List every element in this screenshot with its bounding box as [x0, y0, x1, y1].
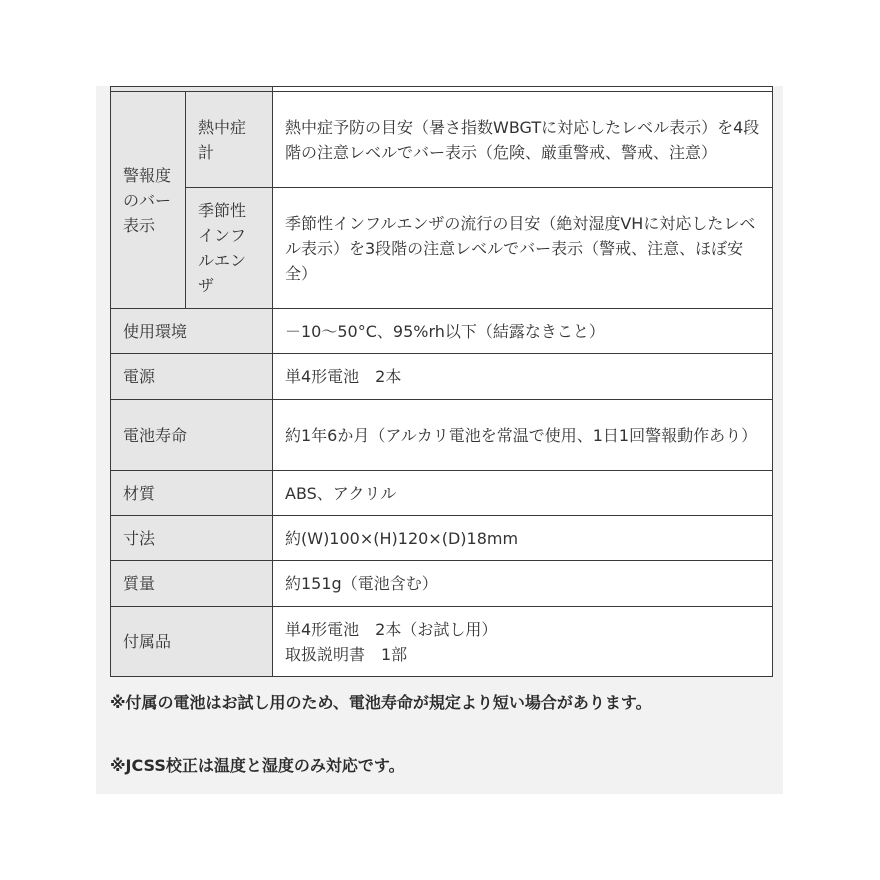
note-battery: ※付属の電池はお試し用のため、電池寿命が規定より短い場合があります。	[110, 693, 652, 712]
row-subheader-heatstroke: 熱中症計	[186, 92, 273, 188]
row-value-accessories	[273, 607, 773, 677]
table-row	[111, 471, 773, 516]
row-header-environment: 使用環境	[111, 309, 273, 354]
row-value-heatstroke: 熱中症予防の目安（暑さ指数WBGTに対応したレベル表示）を4段階の注意レベルでバー表示（危険、厳重警戒、警戒、注意）	[273, 92, 773, 188]
row-header-dimensions: 寸法	[111, 516, 273, 561]
table-row	[111, 354, 773, 400]
row-header-power: 電源	[111, 354, 273, 400]
row-value-weight: 約151g（電池含む）	[273, 561, 773, 607]
row-header-weight: 質量	[111, 561, 273, 607]
row-value-power: 単4形電池 2本	[273, 354, 773, 400]
row-value-battery-life: 約1年6か月（アルカリ電池を常温で使用、1日1回警報動作あり）	[273, 400, 773, 471]
row-value-material: ABS、アクリル	[273, 471, 773, 516]
accessory-line: 取扱説明書 1部	[285, 644, 408, 664]
row-value-influenza: 季節性インフルエンザの流行の目安（絶対湿度VHに対応したレベル表示）を3段階の注意レベルでバー表示（警戒、注意、ほぼ安全）	[273, 188, 773, 309]
table-row	[111, 309, 773, 354]
table-row	[111, 188, 773, 309]
row-value-dimensions: 約(W)100×(H)120×(D)18mm	[273, 516, 773, 561]
row-header-alarm-bar: 警報度のバー表示	[111, 92, 186, 309]
table-row	[111, 516, 773, 561]
table-row	[111, 607, 773, 677]
row-subheader-influenza: 季節性インフルエンザ	[186, 188, 273, 309]
spec-table	[110, 86, 773, 677]
note-jcss: ※JCSS校正は温度と湿度のみ対応です。	[110, 756, 405, 775]
table-row	[111, 92, 773, 188]
table-row	[111, 400, 773, 471]
row-header-battery-life: 電池寿命	[111, 400, 273, 471]
row-header-accessories: 付属品	[111, 607, 273, 677]
row-header-material: 材質	[111, 471, 273, 516]
accessory-line: 単4形電池 2本（お試し用）	[285, 619, 498, 639]
row-value-environment: －10～50°C、95%rh以下（結露なきこと）	[273, 309, 773, 354]
table-row	[111, 561, 773, 607]
